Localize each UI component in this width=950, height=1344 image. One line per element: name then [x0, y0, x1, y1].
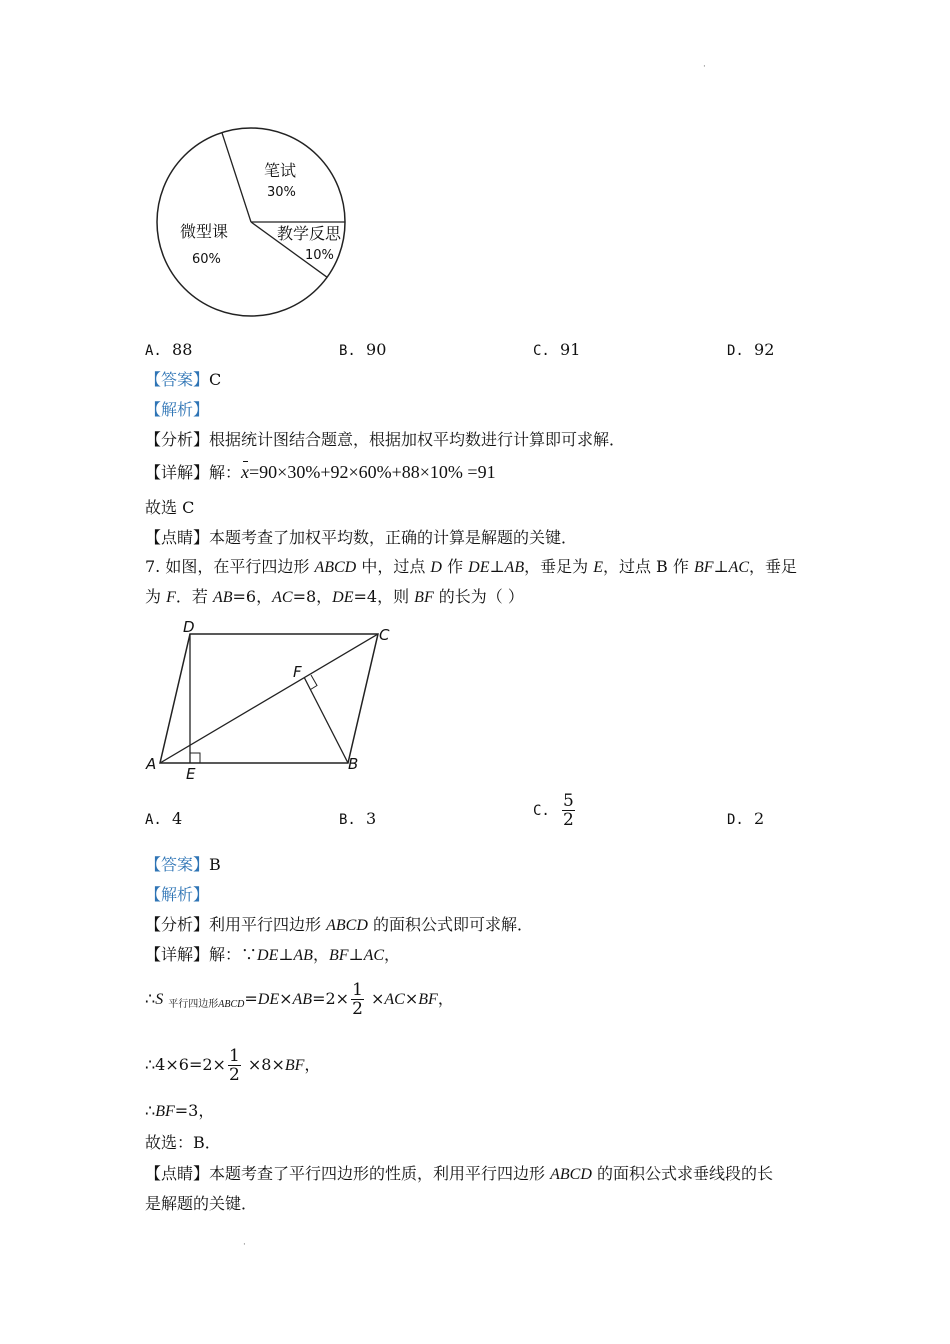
q6-option-b: B. 90 — [339, 340, 387, 359]
segment-ac — [160, 634, 378, 763]
page-mark-bottom: · — [243, 1240, 246, 1250]
q7-fenxi: 【分析】利用平行四边形 ABCD 的面积公式即可求解． — [145, 915, 533, 934]
q6-option-a: A. 88 — [145, 340, 193, 359]
xbar-symbol: x — [241, 462, 250, 482]
label-a: A — [146, 755, 157, 773]
q7-stem-line2: 为 F．若 AB=6，AC=8，DE=4，则 BF 的长为（ ） — [145, 587, 524, 606]
q6-choose: 故选 C — [145, 498, 195, 517]
label-f: F — [293, 663, 302, 681]
q7-choose: 故选：B． — [145, 1133, 221, 1152]
right-angle-f — [311, 675, 318, 690]
pie-label-weixingke: 微型课 — [180, 222, 229, 241]
q7-analysis: 【解析】 — [145, 885, 210, 904]
q7-comment-line2: 是解题的关键． — [145, 1194, 258, 1213]
q6-detail: 【详解】解：x=90×30%+92×60%+88×10% =91 — [145, 462, 496, 482]
q7-stem-line1: 7. 如图，在平行四边形 ABCD 中，过点 D 作 DE⊥AB，垂足为 E，过点 B 作 BF⊥AC，垂足 — [145, 557, 798, 576]
pie-label-fansi: 教学反思 — [277, 224, 342, 243]
pie-value-fansi: 10% — [305, 248, 334, 263]
label-d: D — [183, 618, 195, 636]
q6-formula: =90×30%+92×60%+88×10% =91 — [249, 462, 496, 482]
q7-option-d: D. 2 — [727, 809, 765, 828]
q6-analysis: 【解析】 — [145, 400, 210, 419]
q6-answer: 【答案】C — [145, 370, 222, 389]
q6-option-d: D. 92 — [727, 340, 775, 359]
parallelogram-figure — [140, 615, 400, 785]
pie-value-bishi: 30% — [267, 185, 296, 200]
fraction-one-half-2: $\frac{1}{2}$ — [228, 1046, 240, 1085]
q6-comment: 【点睛】本题考查了加权平均数，正确的计算是解题的关键． — [145, 528, 578, 547]
fraction-one-half-1: $\frac{1}{2}$ — [352, 980, 363, 1019]
page-mark-top: · — [703, 62, 706, 72]
right-angle-e — [190, 753, 200, 763]
pie-value-weixingke: 60% — [192, 252, 221, 267]
pie-chart — [150, 125, 350, 320]
label-c: C — [379, 626, 390, 644]
q7-step3: ∴BF=3， — [145, 1101, 215, 1120]
q7-step1: ∴S $_{平行四边形ABCD}$=DE×AB=2× $\frac{1}{2}$ ×AC×BF， — [145, 980, 454, 1019]
q7-option-c: C. $\frac{5}{2}$ — [533, 791, 574, 830]
label-e: E — [186, 765, 196, 783]
q6-option-c: C. 91 — [533, 340, 581, 359]
q7-detail: 【详解】解：∵DE⊥AB，BF⊥AC， — [145, 945, 401, 964]
segment-bf — [305, 678, 349, 763]
q7-step2: ∴4×6=2× $\frac{1}{2}$ ×8×BF， — [145, 1046, 321, 1085]
q7-option-a: A. 4 — [145, 809, 183, 828]
q6-fenxi: 【分析】根据统计图结合题意，根据加权平均数进行计算即可求解． — [145, 430, 626, 449]
q7-option-b: B. 3 — [339, 809, 377, 828]
fraction-five-halves: $\frac{5}{2}$ — [563, 791, 574, 830]
pie-label-bishi: 笔试 — [264, 161, 297, 180]
q7-comment: 【点睛】本题考查了平行四边形的性质，利用平行四边形 ABCD 的面积公式求垂线段的长 — [145, 1164, 773, 1183]
pie-boundary-1 — [222, 133, 251, 222]
label-b: B — [348, 755, 359, 773]
q7-answer: 【答案】B — [145, 855, 221, 874]
